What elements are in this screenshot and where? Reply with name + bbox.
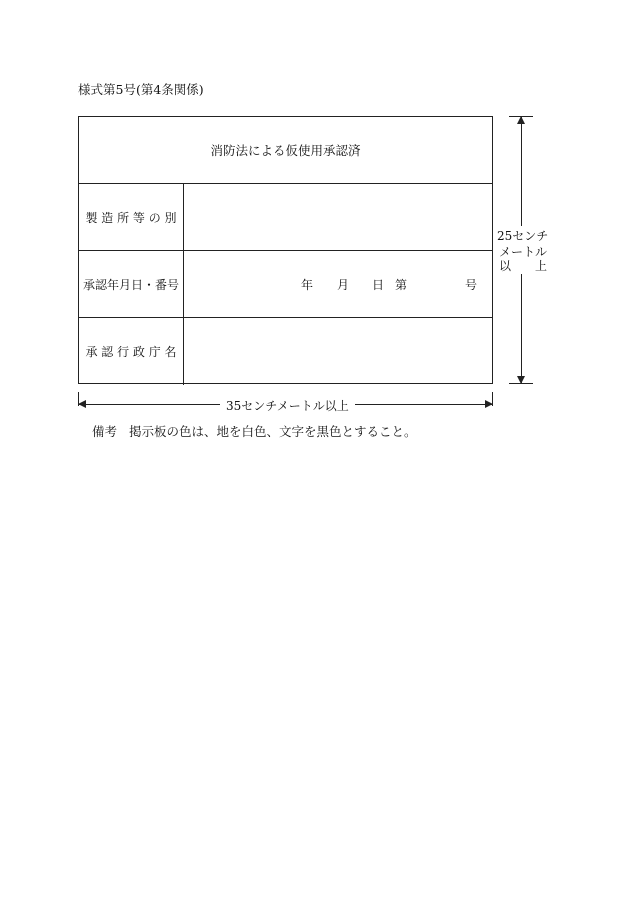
height-label-line-1: 25センチ (497, 229, 549, 243)
remarks-label: 備考 (92, 424, 118, 439)
height-dimension-label (495, 226, 549, 274)
date-part-number-prefix: 第 (395, 277, 408, 292)
date-part-year: 年 (301, 277, 314, 292)
date-part-number-suffix: 号 (465, 277, 478, 292)
form-title: 様式第5号(第4条関係) (78, 82, 204, 97)
row-label-facility-type: 製 造 所 等 の 別 (79, 184, 184, 250)
arrow-left-icon (78, 400, 86, 408)
arrow-up-icon (517, 116, 525, 124)
row-value-authority (184, 318, 492, 385)
width-dimension-label: 35センチメートル以上 (220, 397, 355, 414)
row-label-authority: 承 認 行 政 庁 名 (79, 318, 184, 385)
arrow-down-icon (517, 376, 525, 384)
row-label-approval-date-number: 承認年月日・番号 (79, 251, 184, 317)
height-label-line-3: 以 上 (499, 259, 548, 273)
date-part-month: 月 (337, 277, 350, 292)
sign-row-authority (79, 318, 492, 385)
arrow-right-icon (485, 400, 493, 408)
sign-row-approval-date-number (79, 251, 492, 318)
sign-board (78, 116, 493, 384)
row-value-approval-date-number (184, 251, 492, 317)
sign-header: 消防法による仮使用承認済 (79, 117, 492, 184)
row-value-facility-type (184, 184, 492, 250)
height-label-line-2: メートル (499, 245, 548, 259)
sign-row-facility-type (79, 184, 492, 251)
remarks-text: 掲示板の色は、地を白色、文字を黒色とすること。 (129, 424, 417, 439)
remarks (92, 422, 417, 440)
date-part-day: 日 (372, 277, 385, 292)
